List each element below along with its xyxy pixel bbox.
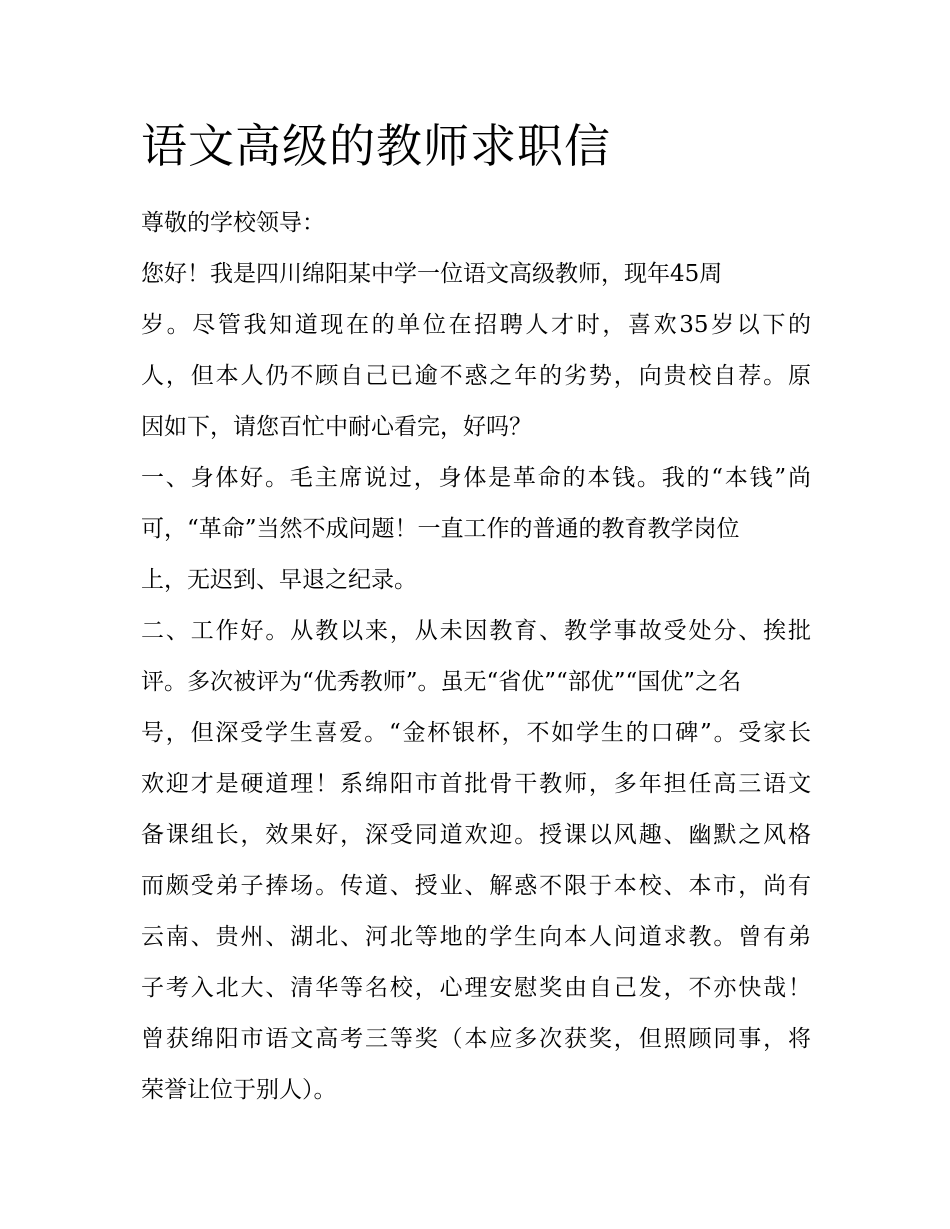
text-line: 评。多次被评为“优秀教师”。虽无“省优”“部优”“国优”之名 — [141, 669, 742, 695]
text-line: 您好！我是四川绵阳某中学一位语文高级教师，现年45周 — [141, 261, 723, 287]
text-line: 曾获绵阳市语文高考三等奖（本应多次获奖，但照顾同事，将 — [141, 1026, 811, 1052]
text-line: 因如下，请您百忙中耐心看完，好吗？ — [141, 414, 532, 440]
text-line: 上，无迟到、早退之纪录。 — [141, 567, 417, 593]
text-line: 备课组长，效果好，深受同道欢迎。授课以风趣、幽默之风格 — [141, 822, 811, 848]
text-line: 二、工作好。从教以来，从未因教育、教学事故受处分、挨批 — [141, 618, 811, 644]
salutation-line: 尊敬的学校领导： — [141, 210, 325, 236]
text-line: 云南、贵州、湖北、河北等地的学生向本人问道求教。曾有弟 — [141, 924, 811, 950]
text-line: 岁。尽管我知道现在的单位在招聘人才时，喜欢35岁以下的 — [141, 312, 811, 338]
text-line: 号，但深受学生喜爱。“金杯银杯，不如学生的口碑”。受家长 — [141, 720, 811, 746]
text-line: 而颇受弟子捧场。传道、授业、解惑不限于本校、本市，尚有 — [141, 873, 811, 899]
text-line: 荣誉让位于别人）。 — [141, 1077, 337, 1103]
letter-body — [141, 198, 811, 1116]
text-line: 一、身体好。毛主席说过，身体是革命的本钱。我的“本钱”尚 — [141, 465, 811, 491]
text-line: 人，但本人仍不顾自己已逾不惑之年的劣势，向贵校自荐。原 — [141, 363, 811, 389]
text-line: 子考入北大、清华等名校，心理安慰奖由自己发，不亦快哉！ — [141, 975, 811, 1001]
text-line: 欢迎才是硬道理！系绵阳市首批骨干教师，多年担任高三语文 — [141, 771, 811, 797]
document-title: 语文高级的教师求职信 — [141, 119, 611, 173]
text-line: 可，“革命”当然不成问题！一直工作的普通的教育教学岗位 — [141, 516, 740, 542]
